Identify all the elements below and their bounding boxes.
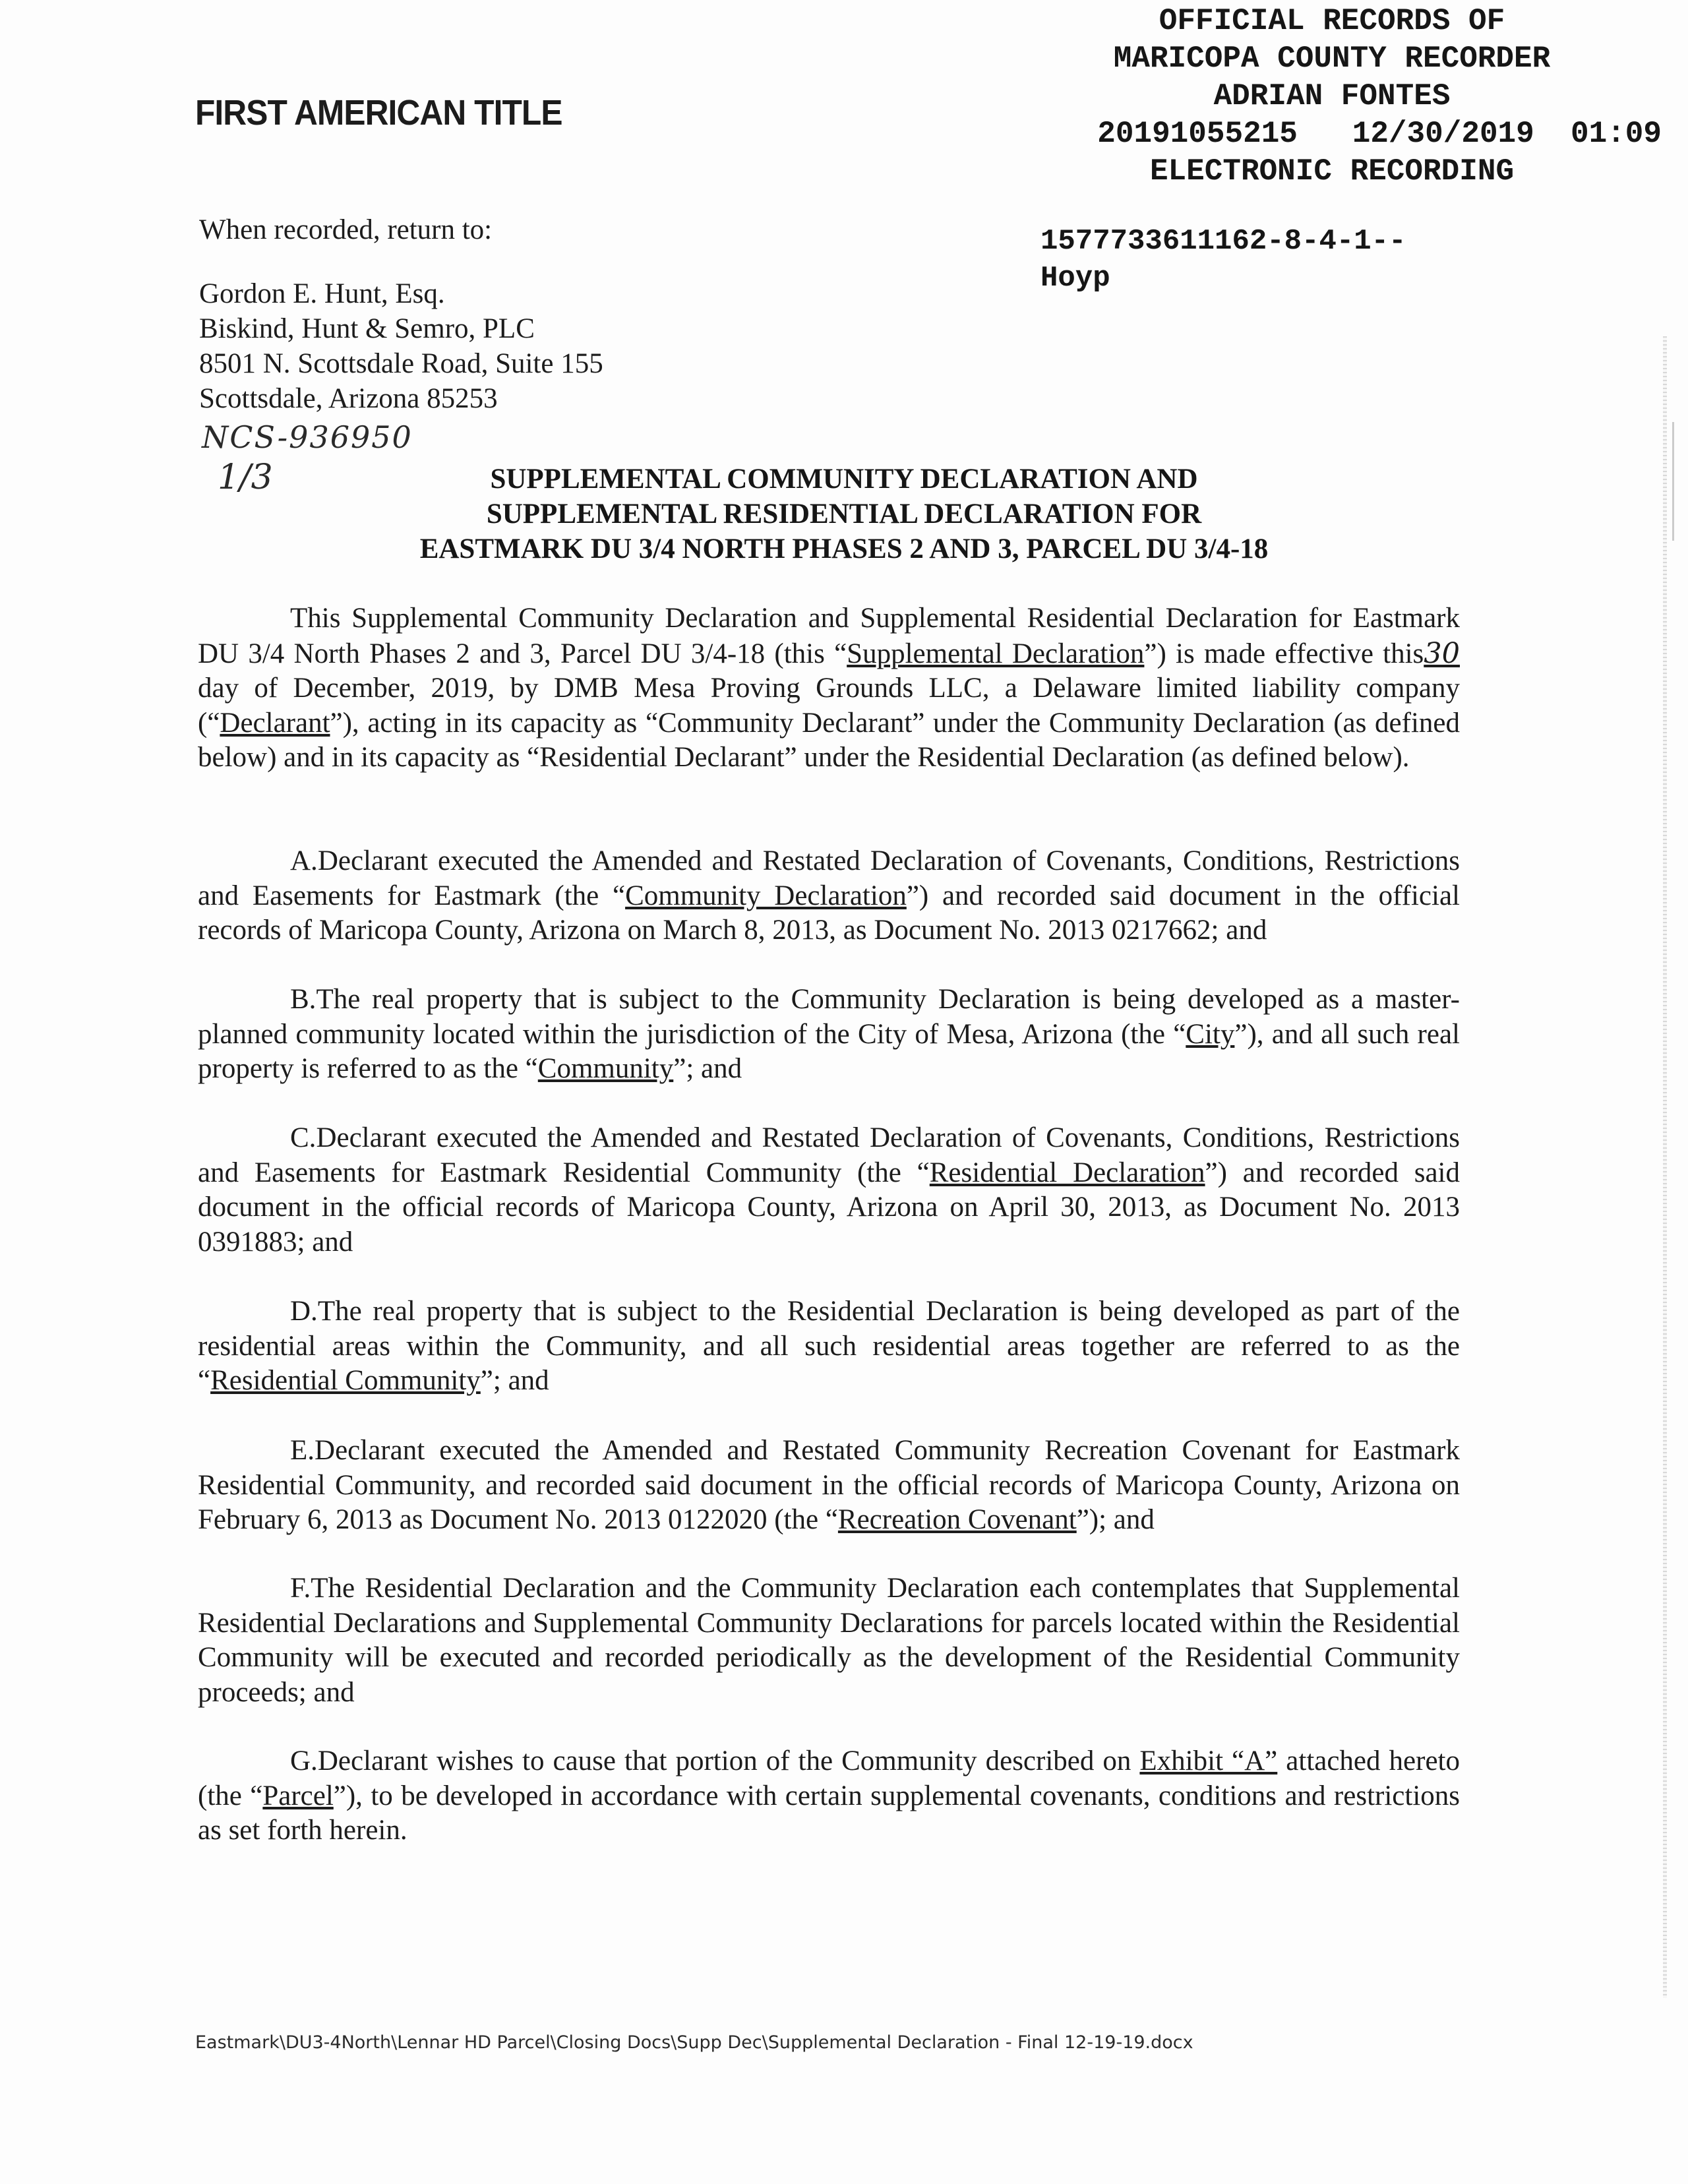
recital-text: The Residential Declaration and the Community Declaration each contemplates that Supplemental Residential Declarations and Supplemental Community Declarations for parcels located within the Residential Community will be executed and recorded periodically as the development of the Residential Community proceeds; and — [198, 1573, 1460, 1708]
footer-file-path: Eastmark\DU3-4North\Lennar HD Parcel\Closing Docs\Supp Dec\Supplemental Declaration - Final 12-19-19.docx — [195, 2032, 1193, 2053]
recital-text: ”); and — [1076, 1504, 1155, 1535]
recital-text: The real property that is subject to the Residential Declaration is being developed as part of the residential areas within the Community, and all such residential areas together are referred to as the “ — [198, 1296, 1460, 1396]
recital-letter: G. — [290, 1745, 318, 1776]
recital-letter: D. — [290, 1296, 318, 1327]
return-address-block — [199, 212, 603, 416]
recital-text: attached hereto (the “ — [198, 1745, 1460, 1811]
title-line: SUPPLEMENTAL RESIDENTIAL DECLARATION FOR — [486, 499, 1202, 530]
recital-letter: A. — [290, 845, 318, 876]
recorder-line: ELECTRONIC RECORDING — [1149, 154, 1515, 189]
defined-term: Declarant — [220, 707, 330, 739]
document-id-line: Hoyp — [1040, 262, 1110, 295]
recital-c — [198, 1121, 1460, 1259]
recital-text: The real property that is subject to the Community Declaration is being developed as a master-planned community located within the jurisdiction of the City of Mesa, Arizona (the “ — [198, 984, 1460, 1050]
document-title — [264, 462, 1424, 566]
recital-letter: C. — [290, 1122, 316, 1153]
defined-term: Parcel — [262, 1780, 334, 1811]
defined-term: Community Declaration — [625, 880, 907, 911]
recital-text: Declarant executed the Amended and Restated Declaration of Covenants, Conditions, Restrictions and Easements for Eastmark Residential Community (the “ — [198, 1122, 1460, 1188]
recital-d — [198, 1294, 1460, 1399]
recital-a — [198, 844, 1460, 948]
recorder-line: MARICOPA COUNTY RECORDER — [1113, 42, 1551, 76]
intro-text: This Supplemental Community Declaration and Supplemental Residential Declaration for Eastmark DU 3/4 North Phases 2 and 3, Parcel DU 3/4-18 (this “ — [198, 603, 1460, 669]
recital-f — [198, 1571, 1460, 1710]
recording-number: 20191055215 12/30/2019 01:09 — [1097, 117, 1662, 151]
recital-text: Declarant wishes to cause that portion of the Community described on — [317, 1745, 1140, 1776]
recital-text: Declarant executed the Amended and Restated Community Recreation Covenant for Eastmark Residential Community, and recorded said document in the official records of Maricopa County, Arizona on February 6, 2013 as Document No. 2013 0122020 (the “ — [198, 1435, 1460, 1535]
intro-text: ”) is made effective this — [1144, 638, 1424, 669]
recital-e — [198, 1434, 1460, 1538]
recorder-line: OFFICIAL RECORDS OF — [1159, 4, 1505, 38]
recital-letter: F. — [290, 1573, 311, 1604]
return-label: When recorded, return to: — [199, 214, 493, 245]
handwritten-day: 30 — [1424, 636, 1460, 670]
intro-text: ”), acting in its capacity as “Community Declarant” under the Community Declaration (as defined below) and in its capacity as “Residential Declarant” under the Residential Declaration (as defined below). — [198, 707, 1460, 773]
document-id-line: 1577733611162-8-4-1-- — [1040, 225, 1406, 258]
handwritten-page-fraction: 1/3 — [218, 458, 273, 497]
recital-text: ”) and recorded said document in the official records of Maricopa County, Arizona on April 30, 2013, as Document No. 2013 0391883; and — [198, 1157, 1461, 1258]
recorder-line: ADRIAN FONTES — [1213, 79, 1451, 113]
intro-paragraph — [198, 601, 1460, 775]
recital-letter: E. — [290, 1435, 315, 1466]
recital-text: ”), and all such real property is referred to as the “ — [198, 1018, 1460, 1084]
recorder-stamp — [989, 3, 1675, 191]
defined-term: Exhibit “A” — [1139, 1745, 1278, 1776]
defined-term: Residential Community — [210, 1365, 481, 1396]
address-line: Gordon E. Hunt, Esq. — [199, 278, 445, 309]
defined-term: Community — [537, 1053, 674, 1084]
title-line: EASTMARK DU 3/4 NORTH PHASES 2 AND 3, PARCEL DU 3/4-18 — [419, 533, 1269, 564]
title-line: SUPPLEMENTAL COMMUNITY DECLARATION AND — [490, 464, 1198, 495]
intro-text: day of December, 2019, by DMB Mesa Proving Grounds LLC, a Delaware limited liability company (“ — [198, 673, 1460, 739]
recital-text: ”; and — [480, 1365, 549, 1396]
address-line: Biskind, Hunt & Semro, PLC — [199, 313, 535, 344]
recital-text: Declarant executed the Amended and Restated Declaration of Covenants, Conditions, Restrictions and Easements for Eastmark (the “ — [198, 845, 1460, 911]
title-company-stamp: FIRST AMERICAN TITLE — [195, 93, 562, 133]
recital-g — [198, 1744, 1460, 1848]
recital-text: ”) and recorded said document in the official records of Maricopa County, Arizona on March 8, 2013, as Document No. 2013 0217662; and — [198, 880, 1460, 946]
scan-artifact — [1663, 336, 1667, 1998]
scan-artifact — [1672, 422, 1674, 541]
recital-b — [198, 983, 1460, 1087]
address-line: 8501 N. Scottsdale Road, Suite 155 — [199, 348, 603, 379]
document-id — [1040, 223, 1406, 297]
recital-text: ”), to be developed in accordance with certain supplemental covenants, conditions and restrictions as set forth herein. — [198, 1780, 1461, 1846]
defined-term: Recreation Covenant — [837, 1504, 1077, 1535]
address-line: Scottsdale, Arizona 85253 — [199, 383, 498, 414]
defined-term: City — [1186, 1018, 1235, 1050]
recital-letter: B. — [290, 984, 316, 1015]
defined-term: Residential Declaration — [929, 1157, 1205, 1188]
handwritten-file-number: NCS-936950 — [202, 419, 413, 455]
recital-text: ”; and — [673, 1053, 742, 1084]
defined-term: Supplemental Declaration — [847, 638, 1145, 669]
